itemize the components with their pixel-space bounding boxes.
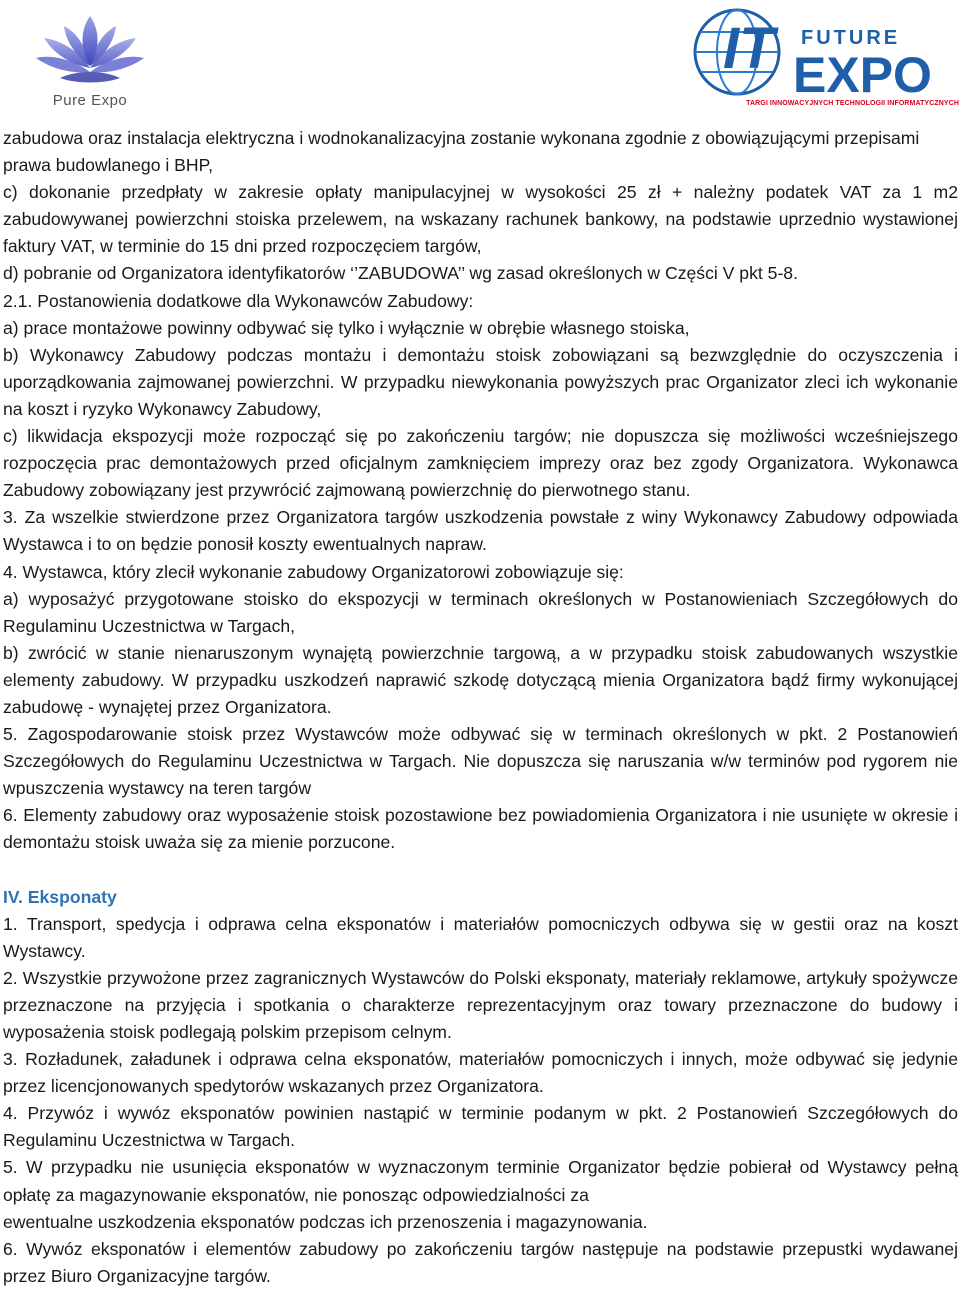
paragraph: zabudowa oraz instalacja elektryczna i wodnokanalizacyjna zostanie wykonana zgodnie z obowiązującymi przepisami prawa budowlanego i BHP, [3,128,920,176]
paragraph: 5. Zagospodarowanie stoisk przez Wystawców może odbywać się w terminach określonych w pkt. 2 Postanowień Szczegółowych do Regulaminu Uczestnictwa w Targach. Nie dopuszcza się naruszania w/w terminów pod rygorem nie wpuszczenia wystawcy na teren targów [3,724,958,799]
it-future-expo-logo [693,4,959,112]
paragraph: 6. Elementy zabudowy oraz wyposażenie stoisk pozostawione bez powiadomienia Organizatora i nie usunięte w okresie i demontażu stoisk uważa się za mienie porzucone. [3,805,958,853]
paragraph: a) prace montażowe powinny odbywać się tylko i wyłącznie w obrębie własnego stoiska, [3,317,690,338]
logo-it-letters: IT [723,16,775,81]
paragraph: a) wyposażyć przygotowane stoisko do ekspozycji w terminach określonych w Postanowieniach Szczegółowych do Regulaminu Uczestnictwa w Targach, [3,588,958,636]
paragraph: 4. Przywóz i wywóz eksponatów powinien nastąpić w terminie podanym w pkt. 2 Postanowień Szczegółowych do Regulaminu Uczestnictwa w Targach. [3,1103,958,1151]
pure-expo-logo [30,8,150,114]
paragraph: c) dokonanie przedpłaty w zakresie opłaty manipulacyjnej w wysokości 25 zł + należny podatek VAT za 1 m2 zabudowywanej powierzchni stoiska przelewem, na wskazany rachunek bankowy, na podstawie uprzednio wystawionej faktury VAT, w terminie do 15 dni przed rozpoczęciem targów, [3,182,958,257]
paragraph: d) pobranie od Organizatora identyfikatorów ‘’ZABUDOWA’’ wg zasad określonych w Części V pkt 5-8. [3,263,798,284]
logo-future-word: FUTURE [801,27,901,49]
paragraph: 6. Wywóz eksponatów i elementów zabudowy po zakończeniu targów następuje na podstawie przepustki wydawanej przez Biuro Organizacyjne targów. [3,1238,958,1286]
section-heading: IV. Eksponaty [3,886,117,907]
paragraph: 2. Wszystkie przywożone przez zagranicznych Wystawców do Polski eksponaty, materiały reklamowe, artykuły spożywcze przeznaczone na przyjęcia i spotkania o charakterze reprezentacyjnym oraz towary przeznaczone do budowy i wyposażenia stoisk podlegają polskim przepisom celnym. [3,967,958,1042]
pure-expo-logo-text: Pure Expo [52,92,128,109]
paragraph: 5. W przypadku nie usunięcia eksponatów w wyznaczonym terminie Organizator będzie pobierał od Wystawcy pełną opłatę za magazynowanie eksponatów, nie ponosząc odpowiedzialności za [3,1157,958,1205]
document-body [3,125,958,1290]
paragraph: 3. Za wszelkie stwierdzone przez Organizatora targów uszkodzenia powstałe z winy Wykonawcy Zabudowy odpowiada Wystawca i to on będzie ponosił koszty ewentualnych napraw. [3,507,958,555]
spacer [3,857,958,884]
paragraph: b) zwrócić w stanie nienaruszonym wynajętą powierzchnie targową, a w przypadku stoisk zabudowanych wszystkie elementy zabudowy. W przypadku uszkodzeń naprawić szkodę dotyczącą mienia Organizatora bądź firmy wykonującej zabudowę - wynajętej przez Organizatora. [3,642,958,717]
logo-tagline: TARGI INNOWACYJNYCH TECHNOLOGII INFORMATYCZNYCH [746,100,959,107]
page-header [0,0,960,120]
paragraph: b) Wykonawcy Zabudowy podczas montażu i demontażu stoisk zobowiązani są bezwzględnie do oczyszczenia i uporządkowania zajmowanej powierzchni. W przypadku niewykonania powyższych prac Organizator zleci ich wykonanie na koszt i ryzyko Wykonawcy Zabudowy, [3,344,958,419]
paragraph: 2.1. Postanowienia dodatkowe dla Wykonawców Zabudowy: [3,290,474,311]
globe-icon [693,4,959,100]
logo-expo-word: EXPO [793,47,932,100]
lotus-flower-icon [30,8,150,92]
paragraph: 3. Rozładunek, załadunek i odprawa celna eksponatów, materiałów pomocniczych i innych, może odbywać się jedynie przez licencjonowanych spedytorów wskazanych przez Organizatora. [3,1049,958,1097]
paragraph: 1. Transport, spedycja i odprawa celna eksponatów i materiałów pomocniczych odbywa się w gestii oraz na koszt Wystawcy. [3,913,958,961]
paragraph: ewentualne uszkodzenia eksponatów podczas ich przenoszenia i magazynowania. [3,1211,648,1232]
paragraph: c) likwidacja ekspozycji może rozpocząć się po zakończeniu targów; nie dopuszcza się możliwości wcześniejszego rozpoczęcia prac demontażowych przed oficjalnym zamknięciem imprezy oraz bez zgody Organizatora. Wykonawca Zabudowy zobowiązany jest przywrócić zajmowaną powierzchnię do pierwotnego stanu. [3,426,958,501]
paragraph: 4. Wystawca, który zlecił wykonanie zabudowy Organizatorowi zobowiązuje się: [3,561,624,582]
